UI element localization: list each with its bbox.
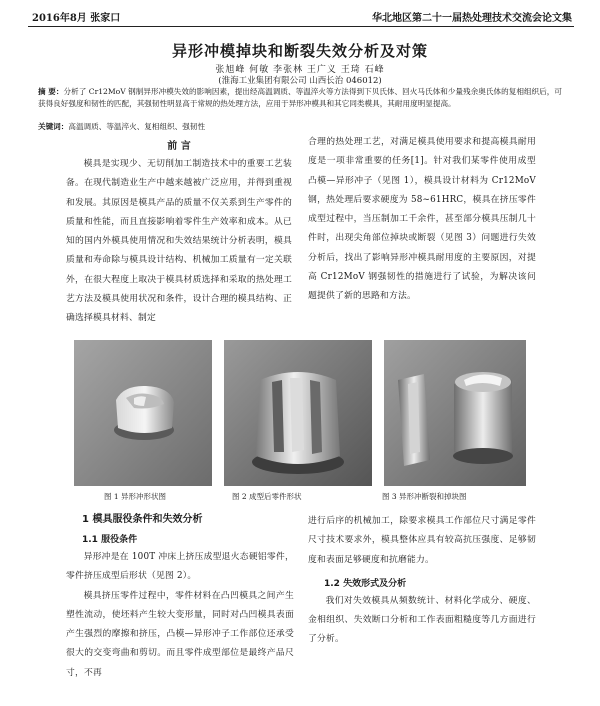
section1-1-paragraph-2: 模具挤压零件过程中，零件材料在凸凹模具之间产生塑性流动，使坯料产生较大变形量，同时对凸凹模具表面产生强烈的摩擦和挤压，凸模—异形冲子工作部位还承受很大的交变弯曲和剪切。而且零件成型部位是最终产品尺寸，不再 bbox=[66, 590, 294, 678]
intro-right-paragraph: 合理的热处理工艺，对满足模具使用要求和提高模具耐用度是一项非常重要的任务[1]。针对我们某零件使用成型凸模—异形冲子（见图 1），模具设计材料为 Cr12MoV 钢，热处理后要求硬度为 58~61HRC，模具在挤压零件成型过程中，当压制加工千余件，甚至部分模具压制几十件时，出现尖角部位掉块或断裂（见图 3）问题进行失效分析后，找出了影响异形冲模具耐用度的主要原因，对提高 Cr12MoV 钢强韧性的措施进行了试验，为解决该问题提供了新的思路和方法。 bbox=[308, 137, 536, 302]
section1-2-paragraph-1: 我们对失效模具从频数统计、材料化学成分、硬度、金相组织、失效断口分析和工作表面粗糙度等几方面进行了分析。 bbox=[308, 595, 536, 645]
intro-left-paragraph: 模具是实现少、无切削加工制造技术中的重要工艺装备。在现代制造业生产中越来越被广泛应用，并得到重视和发展。其原因是模具产品的质量不仅关系到生产零件的质量和性能，而且直接影响着零件生产效率和成本。从已知的国内外模具使用情况和失效结果统计分析表明，模具质量和寿命除与模具设计结构、机械加工质量有一定关联外，在很大程度上取决于模具材质选择和采取的热处理工艺方法及模具使用状况和条件，设计合理的模具结构、正确选择模具材料、制定 bbox=[66, 159, 292, 324]
section1-1-heading: 1.1 服役条件 bbox=[82, 535, 138, 545]
intro-left-column bbox=[66, 133, 292, 329]
keywords-label: 关键词： bbox=[38, 122, 69, 131]
abstract bbox=[38, 86, 562, 109]
figure-caption-row bbox=[0, 491, 600, 503]
intro-right-column bbox=[308, 133, 536, 307]
abstract-label: 摘 要： bbox=[38, 87, 64, 96]
keywords-text: 高温调质、等温淬火、复相组织、强韧性 bbox=[68, 122, 206, 131]
section1-2-heading: 1.2 失效形式及分析 bbox=[324, 578, 407, 589]
section1-right-paragraph: 进行后序的机械加工，除要求模具工作部位尺寸满足零件尺寸技术要求外，模具整体应具有较高抗压强度、足够韧度和表面足够硬度和抗磨能力。 bbox=[308, 516, 536, 565]
figure-3-image bbox=[384, 340, 526, 486]
figure-row bbox=[74, 340, 526, 486]
running-header bbox=[32, 8, 572, 24]
figure-1-image bbox=[74, 340, 212, 486]
figure-2-caption: 图 2 成型后零件形状 bbox=[232, 492, 302, 501]
header-rule bbox=[28, 26, 574, 27]
keywords bbox=[38, 121, 562, 132]
paper-title: 异形冲模掉块和断裂失效分析及对策 bbox=[171, 42, 428, 60]
header-right: 华北地区第二十一届热处理技术交流会论文集 bbox=[372, 12, 572, 24]
authors: 张旭峰 何敏 李张林 王广义 王琦 石峰 bbox=[215, 65, 385, 75]
figure-1-caption: 图 1 异形冲形状图 bbox=[104, 492, 167, 501]
broken-punch-photo-3 bbox=[384, 340, 526, 486]
header-left: 2016年8月 张家口 bbox=[32, 12, 121, 24]
part-photo-2 bbox=[224, 340, 372, 486]
intro-heading: 前 言 bbox=[167, 141, 191, 152]
section1-right-column bbox=[308, 512, 536, 650]
figure-2-image bbox=[224, 340, 372, 486]
section1-1-paragraph-1: 异形冲是在 100T 冲床上挤压成型退火态硬铝零件，零件挤压成型后形状（见图 2）。 bbox=[66, 552, 294, 582]
punch-photo-1 bbox=[74, 340, 212, 486]
section1-heading: 1 模具服役条件和失效分析 bbox=[82, 514, 203, 525]
figure-3-caption: 图 3 异形冲断裂和掉块图 bbox=[382, 492, 467, 501]
affiliation: (淮海工业集团有限公司 山西长治 046012) bbox=[218, 76, 382, 86]
abstract-text: 分析了 Cr12MoV 钢制异形冲模失效的影响因素，提出经高温调质、等温淬火等方法得到下贝氏体、回火马氏体和少量残余奥氏体的复相组织后，可获得良好强度和韧性的匹配，其强韧性明显高于常规的热处理方法，应用于异形冲模具和其它同类模具，其耐用度明显提高。 bbox=[38, 87, 562, 108]
section1-left-column bbox=[66, 512, 294, 683]
